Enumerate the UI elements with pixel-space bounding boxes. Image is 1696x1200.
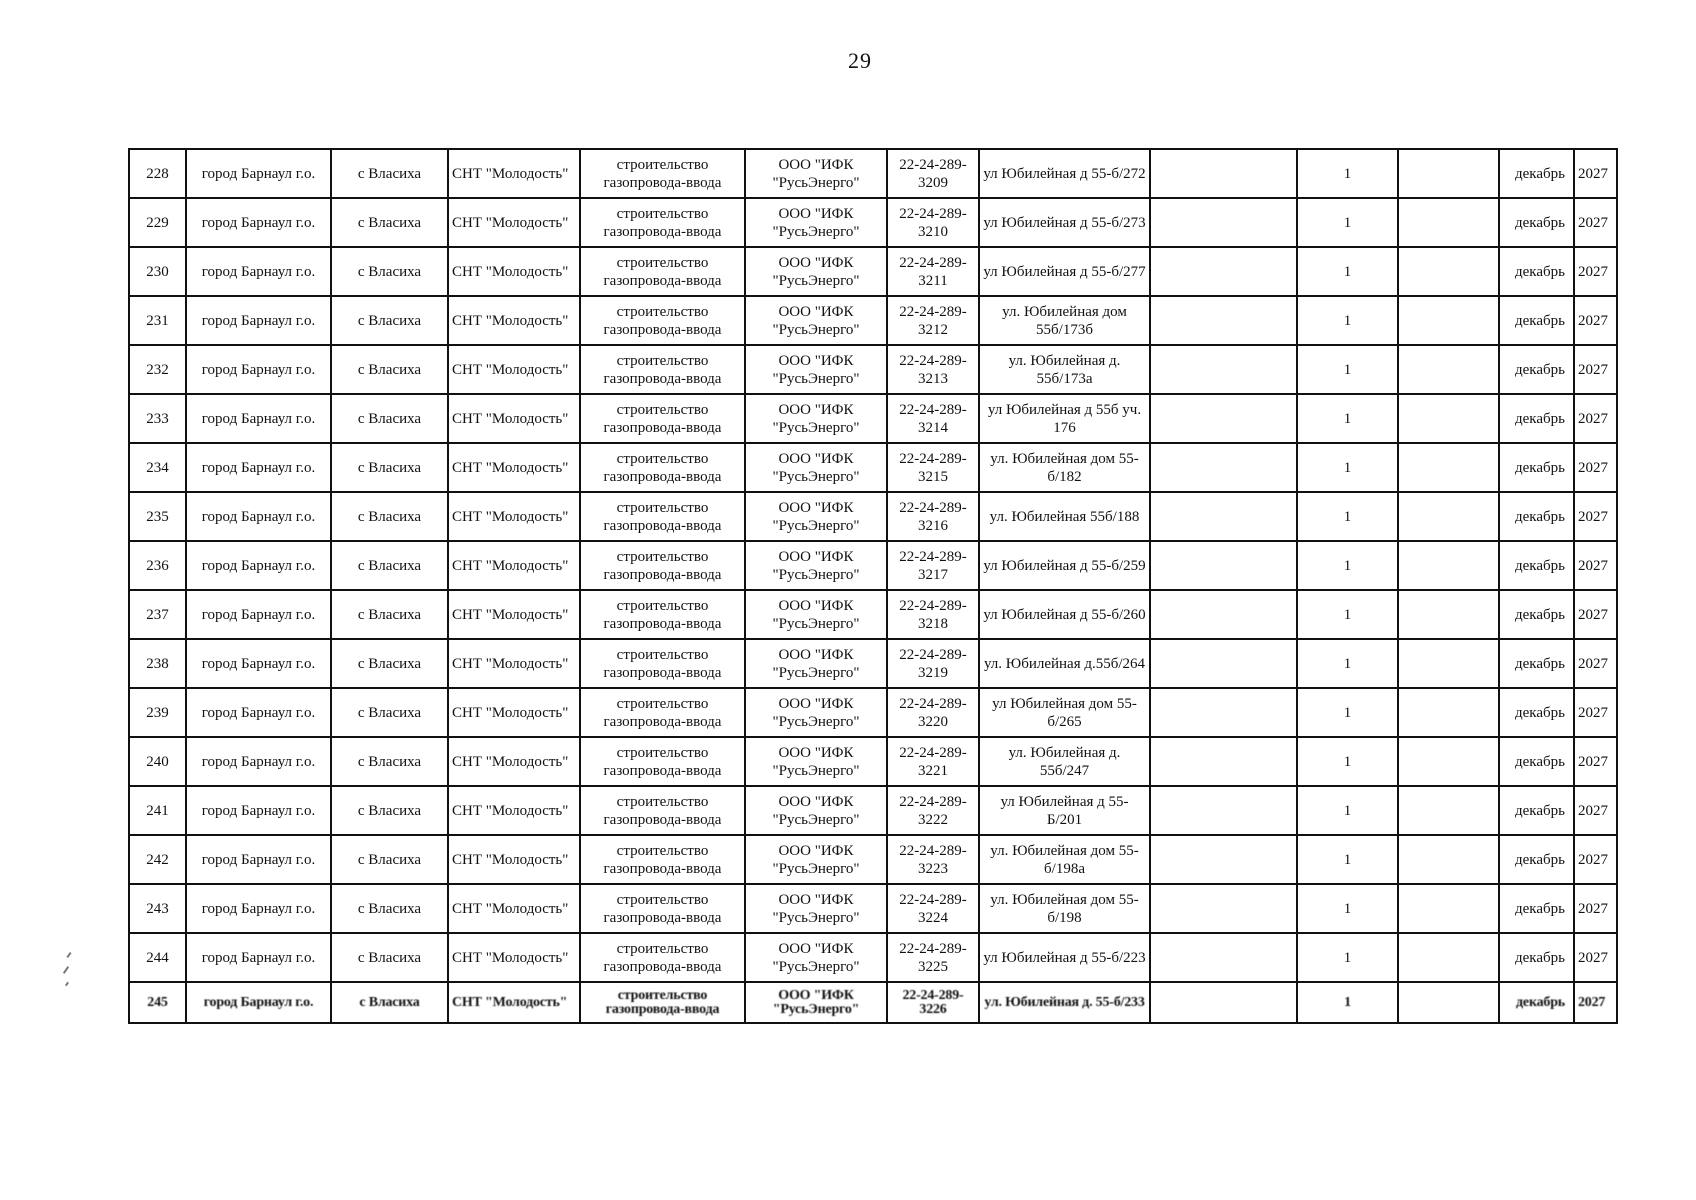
- work-type-cell: строительство газопровода-ввода: [580, 933, 745, 982]
- object-name-cell: СНТ "Молодость": [448, 394, 580, 443]
- year-cell: 2027: [1574, 198, 1617, 247]
- object-name-cell: СНТ "Молодость": [448, 443, 580, 492]
- contractor-cell: ООО "ИФК "РусьЭнерго": [745, 247, 887, 296]
- year-cell: 2027: [1574, 737, 1617, 786]
- month-cell: декабрь: [1499, 247, 1574, 296]
- month-cell: декабрь: [1499, 737, 1574, 786]
- row-number-cell: 244: [129, 933, 186, 982]
- municipality-cell: город Барнаул г.о.: [186, 296, 331, 345]
- month-cell: декабрь: [1499, 688, 1574, 737]
- address-cell: ул. Юбилейная дом 55-б/198: [979, 884, 1150, 933]
- address-cell: ул Юбилейная д 55-б/277: [979, 247, 1150, 296]
- month-cell: декабрь: [1499, 884, 1574, 933]
- month-cell: декабрь: [1499, 835, 1574, 884]
- municipality-cell: город Барнаул г.о.: [186, 149, 331, 198]
- settlement-cell: с Власиха: [331, 345, 448, 394]
- settlement-cell: с Власиха: [331, 149, 448, 198]
- empty-cell: [1150, 394, 1297, 443]
- municipality-cell: город Барнаул г.о.: [186, 786, 331, 835]
- empty-cell: [1150, 786, 1297, 835]
- work-type-cell: строительство газопровода-ввода: [580, 884, 745, 933]
- municipality-cell: город Барнаул г.о.: [186, 345, 331, 394]
- month-cell: [1499, 982, 1574, 1023]
- settlement-cell: с Власиха: [331, 688, 448, 737]
- table-row: [129, 590, 1617, 639]
- work-type-cell: строительство газопровода-ввода: [580, 688, 745, 737]
- empty-cell: [1150, 198, 1297, 247]
- table-row: [129, 786, 1617, 835]
- empty-cell: [1398, 443, 1499, 492]
- object-name-cell: СНТ "Молодость": [448, 835, 580, 884]
- empty-cell: [1150, 345, 1297, 394]
- work-type-cell: строительство газопровода-ввода: [580, 345, 745, 394]
- object-name-cell: СНТ "Молодость": [448, 688, 580, 737]
- row-number-cell: 231: [129, 296, 186, 345]
- contract-number-cell: 22-24-289-3223: [887, 835, 979, 884]
- address-cell: ул. Юбилейная д. 55б/173а: [979, 345, 1150, 394]
- month-cell: декабрь: [1499, 786, 1574, 835]
- year-cell: 2027: [1574, 884, 1617, 933]
- empty-cell: [1398, 247, 1499, 296]
- contract-number-cell-text: 22-24-289-3226: [902, 987, 964, 1017]
- registry-table: [128, 148, 1618, 1024]
- municipality-cell: город Барнаул г.о.: [186, 492, 331, 541]
- row-number-cell: 239: [129, 688, 186, 737]
- municipality-cell: город Барнаул г.о.: [186, 884, 331, 933]
- month-cell: декабрь: [1499, 541, 1574, 590]
- empty-cell: [1150, 835, 1297, 884]
- object-name-cell: СНТ "Молодость": [448, 198, 580, 247]
- work-type-cell: строительство газопровода-ввода: [580, 737, 745, 786]
- table-row: [129, 345, 1617, 394]
- contract-number-cell: 22-24-289-3225: [887, 933, 979, 982]
- year-cell: 2027: [1574, 786, 1617, 835]
- row-number-cell-text: 245: [147, 994, 168, 1010]
- month-cell: декабрь: [1499, 296, 1574, 345]
- year-cell: 2027: [1574, 835, 1617, 884]
- empty-cell: [1150, 443, 1297, 492]
- row-number-cell: 228: [129, 149, 186, 198]
- object-name-cell: СНТ "Молодость": [448, 541, 580, 590]
- quantity-cell: 1: [1297, 835, 1398, 884]
- contractor-cell: ООО "ИФК "РусьЭнерго": [745, 688, 887, 737]
- contract-number-cell: 22-24-289-3222: [887, 786, 979, 835]
- empty-cell: [1398, 688, 1499, 737]
- empty-cell: [1150, 296, 1297, 345]
- address-cell: ул. Юбилейная д.55б/264: [979, 639, 1150, 688]
- work-type-cell: строительство газопровода-ввода: [580, 835, 745, 884]
- contract-number-cell: 22-24-289-3216: [887, 492, 979, 541]
- settlement-cell-text: с Власиха: [359, 994, 420, 1010]
- margin-scan-marks: [62, 952, 82, 992]
- month-cell: декабрь: [1499, 443, 1574, 492]
- object-name-cell: [448, 982, 580, 1023]
- empty-cell: [1398, 541, 1499, 590]
- contractor-cell: ООО "ИФК "РусьЭнерго": [745, 884, 887, 933]
- quantity-cell: 1: [1297, 492, 1398, 541]
- year-cell: 2027: [1574, 443, 1617, 492]
- empty-cell: [1398, 296, 1499, 345]
- quantity-cell: 1: [1297, 541, 1398, 590]
- contractor-cell: ООО "ИФК "РусьЭнерго": [745, 590, 887, 639]
- object-name-cell-text: СНТ "Молодость": [452, 994, 568, 1010]
- year-cell: 2027: [1574, 639, 1617, 688]
- year-cell: 2027: [1574, 394, 1617, 443]
- empty-cell: [1398, 149, 1499, 198]
- month-cell: декабрь: [1499, 345, 1574, 394]
- table-row: [129, 835, 1617, 884]
- address-cell: ул Юбилейная д 55б уч. 176: [979, 394, 1150, 443]
- table-row: [129, 296, 1617, 345]
- municipality-cell: город Барнаул г.о.: [186, 247, 331, 296]
- row-number-cell: [129, 982, 186, 1023]
- contractor-cell: ООО "ИФК "РусьЭнерго": [745, 541, 887, 590]
- quantity-cell: 1: [1297, 296, 1398, 345]
- quantity-cell: 1: [1297, 149, 1398, 198]
- object-name-cell: СНТ "Молодость": [448, 247, 580, 296]
- year-cell: 2027: [1574, 247, 1617, 296]
- work-type-cell: строительство газопровода-ввода: [580, 394, 745, 443]
- quantity-cell: 1: [1297, 688, 1398, 737]
- empty-cell: [1398, 982, 1499, 1023]
- row-number-cell: 233: [129, 394, 186, 443]
- quantity-cell: 1: [1297, 639, 1398, 688]
- year-cell-text: 2027: [1578, 994, 1606, 1010]
- table-row: [129, 394, 1617, 443]
- row-number-cell: 236: [129, 541, 186, 590]
- contract-number-cell: 22-24-289-3211: [887, 247, 979, 296]
- object-name-cell: СНТ "Молодость": [448, 786, 580, 835]
- row-number-cell: 243: [129, 884, 186, 933]
- municipality-cell: город Барнаул г.о.: [186, 835, 331, 884]
- row-number-cell: 237: [129, 590, 186, 639]
- table-row: [129, 247, 1617, 296]
- table-row: [129, 492, 1617, 541]
- empty-cell: [1398, 639, 1499, 688]
- quantity-cell: 1: [1297, 443, 1398, 492]
- contractor-cell: ООО "ИФК "РусьЭнерго": [745, 296, 887, 345]
- month-cell: декабрь: [1499, 149, 1574, 198]
- object-name-cell: СНТ "Молодость": [448, 639, 580, 688]
- work-type-cell: строительство газопровода-ввода: [580, 443, 745, 492]
- year-cell: [1574, 982, 1617, 1023]
- row-number-cell: 242: [129, 835, 186, 884]
- municipality-cell: город Барнаул г.о.: [186, 737, 331, 786]
- settlement-cell: с Власиха: [331, 443, 448, 492]
- settlement-cell: с Власиха: [331, 247, 448, 296]
- year-cell: 2027: [1574, 345, 1617, 394]
- settlement-cell: с Власиха: [331, 639, 448, 688]
- row-number-cell: 240: [129, 737, 186, 786]
- empty-cell: [1398, 394, 1499, 443]
- registry-body: [129, 149, 1617, 1023]
- table-row: [129, 688, 1617, 737]
- empty-cell: [1150, 688, 1297, 737]
- address-cell: ул Юбилейная д 55-б/223: [979, 933, 1150, 982]
- row-number-cell: 232: [129, 345, 186, 394]
- municipality-cell: [186, 982, 331, 1023]
- settlement-cell: с Власиха: [331, 492, 448, 541]
- empty-cell: [1150, 541, 1297, 590]
- object-name-cell: СНТ "Молодость": [448, 590, 580, 639]
- row-number-cell: 235: [129, 492, 186, 541]
- municipality-cell: город Барнаул г.о.: [186, 639, 331, 688]
- settlement-cell: с Власиха: [331, 590, 448, 639]
- contractor-cell: ООО "ИФК "РусьЭнерго": [745, 345, 887, 394]
- contractor-cell: ООО "ИФК "РусьЭнерго": [745, 149, 887, 198]
- contractor-cell: ООО "ИФК "РусьЭнерго": [745, 737, 887, 786]
- row-number-cell: 234: [129, 443, 186, 492]
- contract-number-cell: 22-24-289-3215: [887, 443, 979, 492]
- settlement-cell: с Власиха: [331, 541, 448, 590]
- address-cell: ул. Юбилейная д. 55б/247: [979, 737, 1150, 786]
- month-cell: декабрь: [1499, 933, 1574, 982]
- contract-number-cell: 22-24-289-3220: [887, 688, 979, 737]
- settlement-cell: с Власиха: [331, 737, 448, 786]
- month-cell: декабрь: [1499, 198, 1574, 247]
- table-row: [129, 884, 1617, 933]
- empty-cell: [1398, 786, 1499, 835]
- settlement-cell: [331, 982, 448, 1023]
- contract-number-cell: 22-24-289-3224: [887, 884, 979, 933]
- object-name-cell: СНТ "Молодость": [448, 884, 580, 933]
- month-cell: декабрь: [1499, 639, 1574, 688]
- quantity-cell: 1: [1297, 786, 1398, 835]
- work-type-cell: [580, 982, 745, 1023]
- contractor-cell: ООО "ИФК "РусьЭнерго": [745, 786, 887, 835]
- municipality-cell-text: город Барнаул г.о.: [203, 994, 314, 1010]
- address-cell: ул. Юбилейная дом 55-б/182: [979, 443, 1150, 492]
- object-name-cell: СНТ "Молодость": [448, 149, 580, 198]
- empty-cell: [1398, 345, 1499, 394]
- object-name-cell: СНТ "Молодость": [448, 345, 580, 394]
- empty-cell: [1150, 590, 1297, 639]
- object-name-cell: СНТ "Молодость": [448, 296, 580, 345]
- empty-cell: [1398, 835, 1499, 884]
- address-cell: ул. Юбилейная 55б/188: [979, 492, 1150, 541]
- contractor-cell: ООО "ИФК "РусьЭнерго": [745, 933, 887, 982]
- address-cell: ул Юбилейная д 55-б/273: [979, 198, 1150, 247]
- row-number-cell: 238: [129, 639, 186, 688]
- contract-number-cell: 22-24-289-3214: [887, 394, 979, 443]
- year-cell: 2027: [1574, 492, 1617, 541]
- municipality-cell: город Барнаул г.о.: [186, 541, 331, 590]
- quantity-cell: 1: [1297, 198, 1398, 247]
- address-cell: ул Юбилейная дом 55-б/265: [979, 688, 1150, 737]
- quantity-cell: 1: [1297, 933, 1398, 982]
- contract-number-cell: 22-24-289-3212: [887, 296, 979, 345]
- work-type-cell: строительство газопровода-ввода: [580, 492, 745, 541]
- empty-cell: [1398, 198, 1499, 247]
- year-cell: 2027: [1574, 590, 1617, 639]
- contract-number-cell: 22-24-289-3213: [887, 345, 979, 394]
- quantity-cell: 1: [1297, 247, 1398, 296]
- work-type-cell: строительство газопровода-ввода: [580, 296, 745, 345]
- table-row: [129, 639, 1617, 688]
- municipality-cell: город Барнаул г.о.: [186, 394, 331, 443]
- month-cell: декабрь: [1499, 394, 1574, 443]
- empty-cell: [1398, 492, 1499, 541]
- contract-number-cell: 22-24-289-3219: [887, 639, 979, 688]
- table-row: [129, 149, 1617, 198]
- row-number-cell: 230: [129, 247, 186, 296]
- table-row: [129, 443, 1617, 492]
- year-cell: 2027: [1574, 933, 1617, 982]
- quantity-cell: 1: [1297, 394, 1398, 443]
- year-cell: 2027: [1574, 296, 1617, 345]
- address-cell: ул Юбилейная д 55-б/259: [979, 541, 1150, 590]
- empty-cell: [1150, 933, 1297, 982]
- empty-cell: [1150, 884, 1297, 933]
- empty-cell: [1398, 884, 1499, 933]
- work-type-cell: строительство газопровода-ввода: [580, 786, 745, 835]
- settlement-cell: с Власиха: [331, 884, 448, 933]
- quantity-cell: [1297, 982, 1398, 1023]
- address-cell: ул Юбилейная д 55-б/260: [979, 590, 1150, 639]
- table-row: [129, 933, 1617, 982]
- address-cell-text: ул. Юбилейная д. 55-б/233: [984, 994, 1145, 1010]
- month-cell-text: декабрь: [1516, 994, 1565, 1010]
- settlement-cell: с Власиха: [331, 198, 448, 247]
- contractor-cell: ООО "ИФК "РусьЭнерго": [745, 394, 887, 443]
- address-cell: ул. Юбилейная дом 55б/173б: [979, 296, 1150, 345]
- contractor-cell: ООО "ИФК "РусьЭнерго": [745, 835, 887, 884]
- contractor-cell: ООО "ИФК "РусьЭнерго": [745, 492, 887, 541]
- object-name-cell: СНТ "Молодость": [448, 933, 580, 982]
- contract-number-cell: 22-24-289-3209: [887, 149, 979, 198]
- work-type-cell: строительство газопровода-ввода: [580, 639, 745, 688]
- municipality-cell: город Барнаул г.о.: [186, 198, 331, 247]
- empty-cell: [1398, 933, 1499, 982]
- year-cell: 2027: [1574, 541, 1617, 590]
- table-row: [129, 541, 1617, 590]
- empty-cell: [1150, 982, 1297, 1023]
- empty-cell: [1150, 247, 1297, 296]
- settlement-cell: с Власиха: [331, 296, 448, 345]
- settlement-cell: с Власиха: [331, 786, 448, 835]
- quantity-cell: 1: [1297, 737, 1398, 786]
- quantity-cell: 1: [1297, 345, 1398, 394]
- year-cell: 2027: [1574, 149, 1617, 198]
- quantity-cell-text: 1: [1344, 994, 1351, 1010]
- municipality-cell: город Барнаул г.о.: [186, 688, 331, 737]
- work-type-cell-text: строительство газопровода-ввода: [605, 987, 720, 1017]
- address-cell: ул Юбилейная д 55-б/272: [979, 149, 1150, 198]
- page-number: 29: [848, 48, 872, 73]
- table-row: [129, 737, 1617, 786]
- address-cell: [979, 982, 1150, 1023]
- work-type-cell: строительство газопровода-ввода: [580, 247, 745, 296]
- contract-number-cell: 22-24-289-3210: [887, 198, 979, 247]
- empty-cell: [1150, 639, 1297, 688]
- municipality-cell: город Барнаул г.о.: [186, 933, 331, 982]
- contract-number-cell: 22-24-289-3218: [887, 590, 979, 639]
- settlement-cell: с Власиха: [331, 394, 448, 443]
- object-name-cell: СНТ "Молодость": [448, 492, 580, 541]
- contractor-cell: ООО "ИФК "РусьЭнерго": [745, 443, 887, 492]
- empty-cell: [1398, 590, 1499, 639]
- empty-cell: [1150, 149, 1297, 198]
- municipality-cell: город Барнаул г.о.: [186, 443, 331, 492]
- contractor-cell: ООО "ИФК "РусьЭнерго": [745, 639, 887, 688]
- contract-number-cell: 22-24-289-3221: [887, 737, 979, 786]
- table-row: [129, 198, 1617, 247]
- quantity-cell: 1: [1297, 590, 1398, 639]
- contract-number-cell: [887, 982, 979, 1023]
- empty-cell: [1150, 737, 1297, 786]
- empty-cell: [1398, 737, 1499, 786]
- address-cell: ул. Юбилейная дом 55-б/198а: [979, 835, 1150, 884]
- month-cell: декабрь: [1499, 492, 1574, 541]
- contractor-cell: ООО "ИФК "РусьЭнерго": [745, 198, 887, 247]
- address-cell: ул Юбилейная д 55-Б/201: [979, 786, 1150, 835]
- empty-cell: [1150, 492, 1297, 541]
- quantity-cell: 1: [1297, 884, 1398, 933]
- table-row: [129, 982, 1617, 1023]
- row-number-cell: 241: [129, 786, 186, 835]
- contract-number-cell: 22-24-289-3217: [887, 541, 979, 590]
- municipality-cell: город Барнаул г.о.: [186, 590, 331, 639]
- year-cell: 2027: [1574, 688, 1617, 737]
- settlement-cell: с Власиха: [331, 835, 448, 884]
- work-type-cell: строительство газопровода-ввода: [580, 198, 745, 247]
- work-type-cell: строительство газопровода-ввода: [580, 541, 745, 590]
- row-number-cell: 229: [129, 198, 186, 247]
- object-name-cell: СНТ "Молодость": [448, 737, 580, 786]
- settlement-cell: с Власиха: [331, 933, 448, 982]
- work-type-cell: строительство газопровода-ввода: [580, 590, 745, 639]
- month-cell: декабрь: [1499, 590, 1574, 639]
- work-type-cell: строительство газопровода-ввода: [580, 149, 745, 198]
- contractor-cell: [745, 982, 887, 1023]
- contractor-cell-text: ООО "ИФК "РусьЭнерго": [772, 987, 860, 1017]
